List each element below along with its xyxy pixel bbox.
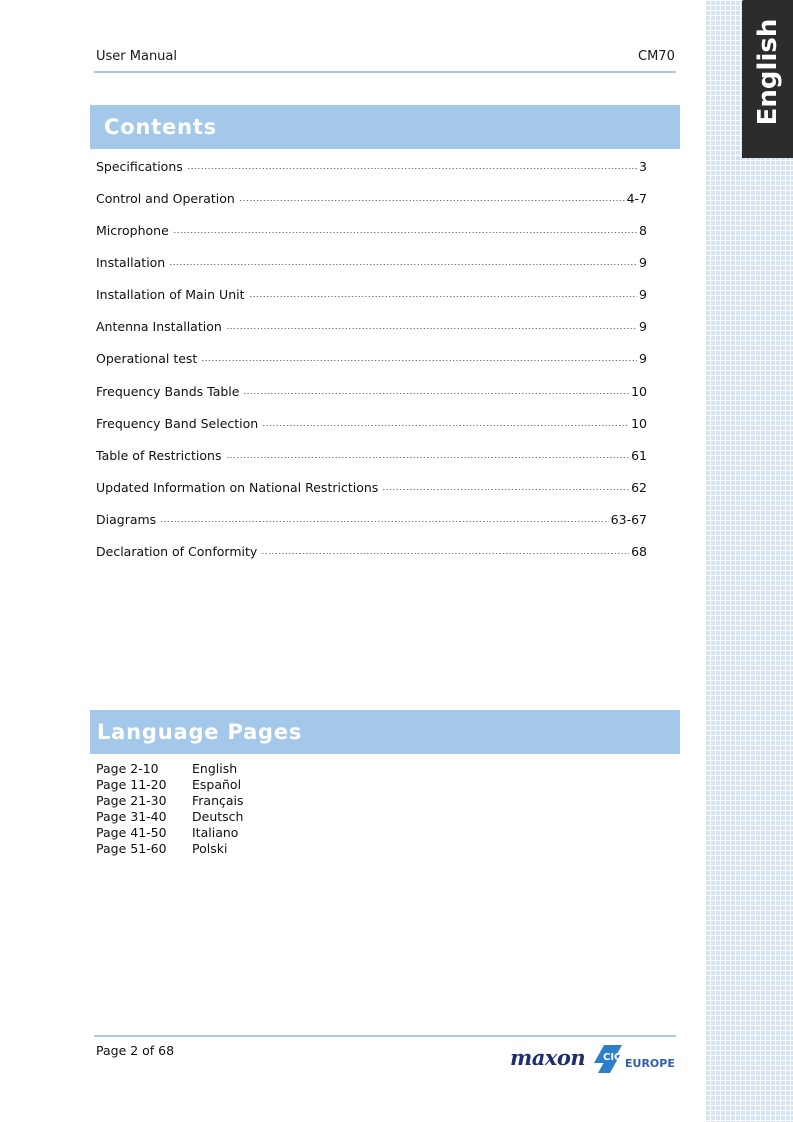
toc-leader-dots xyxy=(201,349,637,363)
toc-entry-title: Declaration of Conformity xyxy=(96,544,258,559)
toc-entry-title: Frequency Bands Table xyxy=(96,384,240,399)
language-name: Español xyxy=(192,777,242,792)
toc-entry[interactable] xyxy=(96,157,647,175)
footer-divider xyxy=(94,1035,676,1037)
logo-europe-text: EUROPE xyxy=(625,1057,675,1070)
language-pages-header-band xyxy=(90,710,680,754)
logo-maxon-text: maxon xyxy=(510,1045,586,1070)
side-grid-strip xyxy=(705,0,793,1122)
toc-entry-title: Updated Information on National Restrictions xyxy=(96,480,379,495)
toc-leader-dots xyxy=(226,446,630,460)
language-name: Polski xyxy=(192,841,228,856)
toc-entry-title: Antenna Installation xyxy=(96,319,222,334)
toc-entry-title: Diagrams xyxy=(96,512,157,527)
language-page-range: Page 2-10 xyxy=(96,761,159,776)
toc-entry[interactable] xyxy=(96,221,647,239)
toc-leader-dots xyxy=(160,510,608,524)
language-page-range: Page 11-20 xyxy=(96,777,167,792)
language-name: English xyxy=(192,761,238,776)
toc-entry-page: 3 xyxy=(639,159,647,174)
toc-entry[interactable] xyxy=(96,542,647,560)
toc-entry[interactable] xyxy=(96,285,647,303)
logo-cic-mark xyxy=(594,1045,622,1073)
toc-leader-dots xyxy=(382,478,629,492)
language-page-range: Page 21-30 xyxy=(96,793,167,808)
language-pages-title: Language Pages xyxy=(97,720,303,744)
toc-entry-page: 8 xyxy=(639,223,647,238)
toc-entry-page: 9 xyxy=(639,255,647,270)
toc-entry[interactable] xyxy=(96,382,647,400)
toc-leader-dots xyxy=(169,253,637,267)
toc-entry-title: Specifications xyxy=(96,159,183,174)
language-page-range: Page 51-60 xyxy=(96,841,167,856)
logo-cic-text: CIC xyxy=(603,1052,622,1063)
language-name: Italiano xyxy=(192,825,239,840)
toc-entry[interactable] xyxy=(96,349,647,367)
toc-entry-page: 9 xyxy=(639,351,647,366)
header-divider xyxy=(94,71,676,73)
language-name: Français xyxy=(192,793,244,808)
toc-entry-title: Microphone xyxy=(96,223,169,238)
toc-leader-dots xyxy=(261,542,629,556)
language-tab-label: English xyxy=(753,18,783,126)
toc-entry-title: Installation of Main Unit xyxy=(96,287,245,302)
contents-header-band xyxy=(90,105,680,149)
toc-leader-dots xyxy=(249,285,638,299)
toc-entry-page: 62 xyxy=(631,480,647,495)
footer-page-number: Page 2 of 68 xyxy=(96,1043,175,1058)
maxon-cic-europe-logo xyxy=(508,1041,678,1077)
contents-title: Contents xyxy=(104,115,217,139)
toc-entry[interactable] xyxy=(96,510,647,528)
toc-entry-page: 10 xyxy=(631,384,647,399)
toc-entry-page: 68 xyxy=(631,544,647,559)
toc-entry[interactable] xyxy=(96,446,647,464)
toc-entry-page: 10 xyxy=(631,416,647,431)
toc-entry[interactable] xyxy=(96,478,647,496)
toc-entry[interactable] xyxy=(96,317,647,335)
toc-leader-dots xyxy=(243,382,629,396)
toc-entry-title: Operational test xyxy=(96,351,198,366)
toc-leader-dots xyxy=(187,157,637,171)
header-document-title: User Manual xyxy=(96,49,178,64)
toc-entry[interactable] xyxy=(96,253,647,271)
toc-leader-dots xyxy=(226,317,637,331)
toc-leader-dots xyxy=(239,189,625,203)
toc-entry-title: Frequency Band Selection xyxy=(96,416,259,431)
toc-leader-dots xyxy=(173,221,637,235)
toc-entry-title: Installation xyxy=(96,255,166,270)
header-model-name: CM70 xyxy=(638,49,675,64)
toc-entry-page: 9 xyxy=(639,287,647,302)
toc-entry-title: Control and Operation xyxy=(96,191,235,206)
toc-entry-page: 61 xyxy=(631,448,647,463)
language-name: Deutsch xyxy=(192,809,244,824)
toc-entry-page: 9 xyxy=(639,319,647,334)
toc-entry[interactable] xyxy=(96,189,647,207)
toc-leader-dots xyxy=(262,414,629,428)
toc-entry-page: 4-7 xyxy=(626,191,647,206)
toc-entry-title: Table of Restrictions xyxy=(96,448,222,463)
toc-entry-page: 63-67 xyxy=(610,512,647,527)
language-page-range: Page 41-50 xyxy=(96,825,167,840)
toc-entry[interactable] xyxy=(96,414,647,432)
language-page-range: Page 31-40 xyxy=(96,809,167,824)
